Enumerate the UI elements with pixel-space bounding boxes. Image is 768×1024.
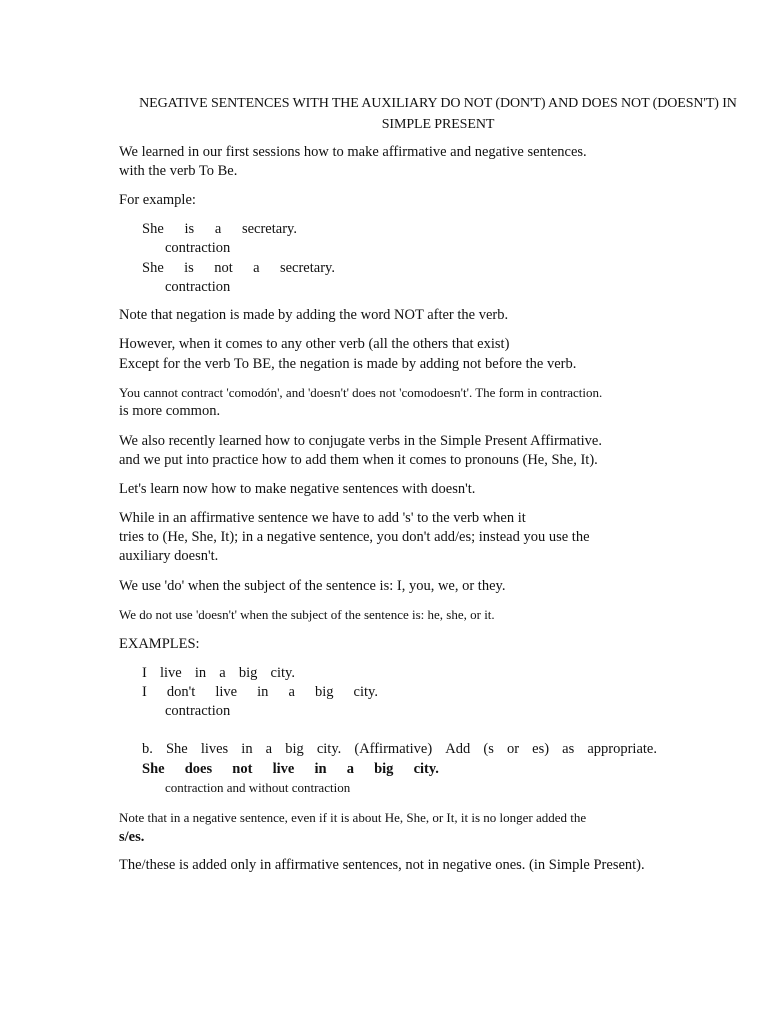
word: in [257,684,269,700]
however-line-2: Except for the verb To BE, the negation is made by adding not before the verb. [119,356,577,372]
word: live [272,761,295,777]
word: She [165,741,188,757]
word: in [314,761,327,777]
note-ses-line-2: s/es. [119,829,145,845]
while-line-1: While in an affirmative sentence we have to add 's' to the verb when it [119,510,526,526]
cannot-contract-line-2: is more common. [119,403,221,419]
word: es) [532,741,550,757]
word: I [142,684,147,700]
word: city. [270,665,295,681]
word: does [184,761,213,777]
word: appropriate. [587,741,657,757]
word: live [159,665,182,681]
word: She [142,221,164,237]
word: big [238,665,258,681]
word: I [142,665,147,681]
word: is [184,260,194,276]
word: in [194,665,207,681]
contraction-label-2: contraction [165,279,231,295]
contraction-label-4: contraction and without contraction [165,780,351,795]
document-title [118,93,758,135]
intro-line-2: with the verb To Be. [119,163,238,179]
word: She [142,761,165,777]
word: as [562,741,575,757]
word: or [506,741,520,757]
note-negation: Note that negation is made by adding the word NOT after the verb. [119,307,509,323]
however-line-1: However, when it comes to any other verb (all the others that exist) [119,336,510,352]
word: b. [142,741,153,757]
example-6 [142,760,439,779]
also-learned-line-2: and we put into practice how to add them when it comes to pronouns (He, She, It). [119,452,598,468]
word: She [142,260,164,276]
for-example-label: For example: [119,192,196,208]
word: a [219,665,226,681]
while-line-3: auxiliary doesn't. [119,548,219,564]
use-do: We use 'do' when the subject of the sentence is: I, you, we, or they. [119,578,506,594]
contraction-label-3: contraction [165,703,231,719]
intro-line-1: We learned in our first sessions how to make affirmative and negative sentences. [119,144,587,160]
cannot-contract-line-1: You cannot contract 'comodón', and 'doesn't' does not 'comodoesn't'. The form in contraction. [119,385,603,400]
word: secretary. [279,260,335,276]
while-line-2: tries to (He, She, It); in a negative sentence, you don't add/es; instead you use the [119,529,590,545]
examples-heading: EXAMPLES: [119,636,200,652]
word: is [184,221,195,237]
title-line-1: NEGATIVE SENTENCES WITH THE AUXILIARY DO NOT (DON'T) AND DOES NOT (DOESN'T) IN [139,96,737,111]
word: big [285,741,304,757]
word: not [214,260,233,276]
word: a [253,260,260,276]
word: a [346,761,354,777]
contraction-label-1: contraction [165,240,231,256]
word: live [215,684,238,700]
word: city. [316,741,342,757]
also-learned-line-1: We also recently learned how to conjugate verbs in the Simple Present Affirmative. [119,433,602,449]
word: lives [200,741,229,757]
word: don't [166,684,196,700]
word: secretary. [241,221,297,237]
example-2 [142,259,335,278]
word: (Affirmative) [354,741,433,757]
note-ses-line-1: Note that in a negative sentence, even if it is about He, She, or It, it is no longer added the [119,810,587,825]
final-note: The/these is added only in affirmative sentences, not in negative ones. (in Simple Present). [119,857,645,873]
word: city. [353,684,378,700]
word: Add [445,741,471,757]
example-5 [142,740,657,759]
example-1 [142,220,297,239]
learn-now: Let's learn now how to make negative sentences with doesn't. [119,481,476,497]
word: in [241,741,253,757]
word: not [232,761,253,777]
do-not-use-doesnt: We do not use 'doesn't' when the subject of the sentence is: he, she, or it. [119,607,495,622]
word: city. [413,761,439,777]
example-3 [142,664,295,683]
word: (s [483,741,494,757]
word: a [265,741,273,757]
word: a [288,684,295,700]
title-line-2: SIMPLE PRESENT [381,117,495,132]
example-4 [142,683,378,702]
word: big [374,761,394,777]
word: a [214,221,222,237]
word: big [314,684,334,700]
